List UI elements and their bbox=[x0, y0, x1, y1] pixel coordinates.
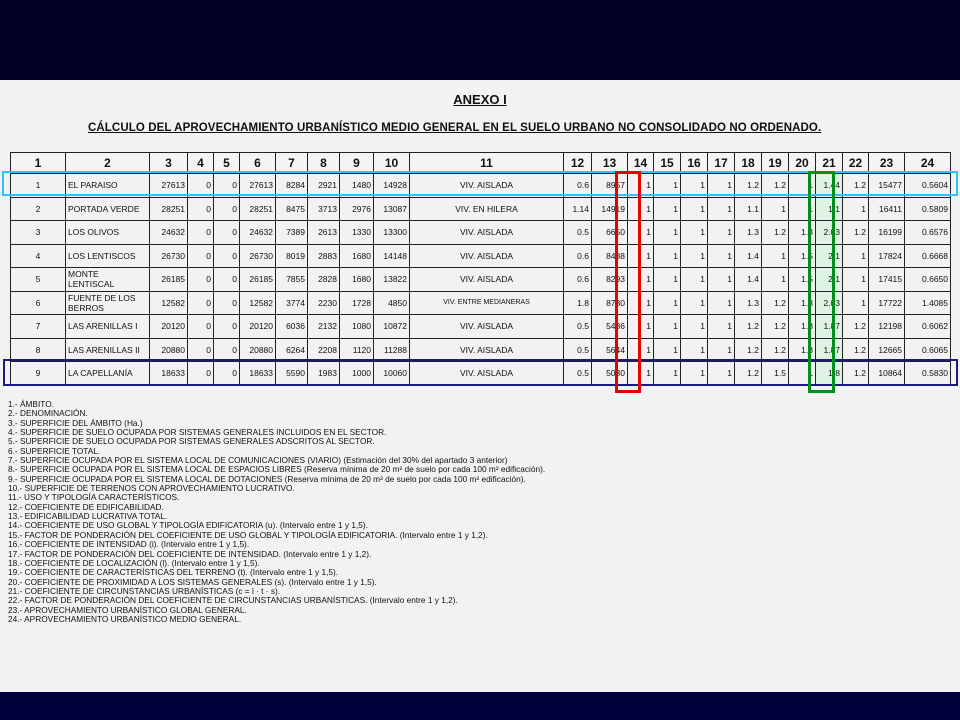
table-cell: 1 bbox=[681, 197, 708, 221]
table-cell: 1 bbox=[628, 174, 654, 198]
table-cell: 2.03 bbox=[816, 291, 843, 315]
highlight-column-14-frame bbox=[615, 171, 641, 393]
column-header-20: 20 bbox=[789, 153, 816, 174]
table-cell: 1 bbox=[708, 291, 735, 315]
column-header-13: 13 bbox=[592, 153, 628, 174]
table-cell: 1 bbox=[708, 315, 735, 339]
table-cell: 0.6576 bbox=[905, 221, 951, 245]
table-cell: 1 bbox=[681, 244, 708, 268]
table-cell: 1.8 bbox=[816, 362, 843, 386]
table-cell: 12582 bbox=[240, 291, 276, 315]
table-cell: 1.14 bbox=[564, 197, 592, 221]
table-cell: 0.6 bbox=[564, 174, 592, 198]
table-cell: 24632 bbox=[150, 221, 188, 245]
table-cell: 5644 bbox=[592, 338, 628, 362]
table-cell: 1.2 bbox=[735, 338, 762, 362]
table-cell: 1 bbox=[681, 315, 708, 339]
table-cell: 0 bbox=[188, 362, 214, 386]
table-cell: 1 bbox=[628, 221, 654, 245]
table-cell: 5590 bbox=[276, 362, 308, 386]
table-cell: 1 bbox=[681, 221, 708, 245]
table-cell: 1 bbox=[762, 244, 789, 268]
table-cell: 3774 bbox=[276, 291, 308, 315]
table-cell: 2976 bbox=[340, 197, 374, 221]
table-cell: 2613 bbox=[308, 221, 340, 245]
table-cell: 1 bbox=[708, 221, 735, 245]
column-header-7: 7 bbox=[276, 153, 308, 174]
table-cell: LOS OLIVOS bbox=[66, 221, 150, 245]
table-cell: 27613 bbox=[150, 174, 188, 198]
table-cell: 24632 bbox=[240, 221, 276, 245]
table-cell: VIV. AISLADA bbox=[410, 221, 564, 245]
table-cell: 1 bbox=[654, 315, 681, 339]
table-cell: 1983 bbox=[308, 362, 340, 386]
table-cell: 1 bbox=[628, 244, 654, 268]
table-cell: 1.3 bbox=[789, 338, 816, 362]
table-cell: 10060 bbox=[374, 362, 410, 386]
table-cell: 1680 bbox=[340, 268, 374, 292]
table-cell: 2 bbox=[11, 197, 66, 221]
table-cell: 1 bbox=[843, 291, 869, 315]
table-cell: 1.2 bbox=[762, 315, 789, 339]
table-cell: 0.5 bbox=[564, 362, 592, 386]
table-cell: 1 bbox=[628, 338, 654, 362]
table-cell: 1 bbox=[789, 174, 816, 198]
table-cell: PORTADA VERDE bbox=[66, 197, 150, 221]
table-cell: 1.1 bbox=[816, 197, 843, 221]
column-header-15: 15 bbox=[654, 153, 681, 174]
table-cell: 1 bbox=[654, 221, 681, 245]
table-cell: 8019 bbox=[276, 244, 308, 268]
table-cell: 0.5 bbox=[564, 338, 592, 362]
table-cell: 0.5830 bbox=[905, 362, 951, 386]
table-cell: 26185 bbox=[240, 268, 276, 292]
table-cell: 17415 bbox=[869, 268, 905, 292]
legend-item: 11.- USO Y TIPOLOGÍA CARACTERÍSTICOS. bbox=[8, 492, 180, 503]
legend-item: 20.- COEFICIENTE DE PROXIMIDAD A LOS SISTEMAS GENERALES (s). (Intervalo entre 1 y 1,5). bbox=[8, 576, 377, 587]
table-cell: 1.3 bbox=[735, 291, 762, 315]
table-cell: 0.5 bbox=[564, 221, 592, 245]
table-cell: 8730 bbox=[592, 291, 628, 315]
table-cell: 1 bbox=[789, 197, 816, 221]
table-cell: 0.6 bbox=[564, 268, 592, 292]
legend-item: 1.- ÁMBITO. bbox=[8, 399, 54, 409]
table-cell: 6264 bbox=[276, 338, 308, 362]
column-header-17: 17 bbox=[708, 153, 735, 174]
table-cell: 2132 bbox=[308, 315, 340, 339]
table-cell: 1.2 bbox=[762, 174, 789, 198]
table-cell: 1 bbox=[654, 197, 681, 221]
table-cell: 1 bbox=[843, 244, 869, 268]
table-cell: VIV. EN HILERA bbox=[410, 197, 564, 221]
table-cell: 0 bbox=[188, 338, 214, 362]
column-header-23: 23 bbox=[869, 153, 905, 174]
table-cell: 28251 bbox=[240, 197, 276, 221]
table-cell: 1.87 bbox=[816, 315, 843, 339]
table-cell: 0 bbox=[188, 244, 214, 268]
legend-item: 23.- APROVECHAMIENTO URBANÍSTICO GLOBAL GENERAL. bbox=[8, 604, 247, 615]
table-cell: 0 bbox=[214, 244, 240, 268]
column-header-1: 1 bbox=[11, 153, 66, 174]
column-header-18: 18 bbox=[735, 153, 762, 174]
table-cell: 15477 bbox=[869, 174, 905, 198]
table-cell: 20880 bbox=[150, 338, 188, 362]
table-cell: 1.5 bbox=[789, 268, 816, 292]
document-title: ANEXO I bbox=[453, 92, 507, 107]
table-cell: 2230 bbox=[308, 291, 340, 315]
column-header-6: 6 bbox=[240, 153, 276, 174]
column-header-2: 2 bbox=[66, 153, 150, 174]
table-cell: FUENTE DE LOS BERROS bbox=[66, 291, 150, 315]
table-cell: 0 bbox=[214, 221, 240, 245]
table-cell: 18633 bbox=[150, 362, 188, 386]
legend-item: 13.- EDIFICABILIDAD LUCRATIVA TOTAL. bbox=[8, 511, 168, 522]
table-cell: 5030 bbox=[592, 362, 628, 386]
table-cell: 1080 bbox=[340, 315, 374, 339]
table-cell: 0 bbox=[188, 197, 214, 221]
table-cell: 1 bbox=[681, 174, 708, 198]
table-cell: 1120 bbox=[340, 338, 374, 362]
table-cell: 7855 bbox=[276, 268, 308, 292]
table-cell: 26730 bbox=[240, 244, 276, 268]
table-cell: 1 bbox=[708, 197, 735, 221]
legend-item: 10.- SUPERFICIE DE TERRENOS CON APROVECHAMIENTO LUCRATIVO. bbox=[8, 483, 295, 494]
table-cell: 8 bbox=[11, 338, 66, 362]
table-cell: 1.3 bbox=[789, 221, 816, 245]
table-cell: 0 bbox=[188, 315, 214, 339]
table-cell: 1 bbox=[681, 362, 708, 386]
legend-item: 6.- SUPERFICIE TOTAL. bbox=[8, 445, 101, 456]
table-cell: 1.2 bbox=[735, 362, 762, 386]
table-cell: VIV. AISLADA bbox=[410, 315, 564, 339]
table-cell: 11288 bbox=[374, 338, 410, 362]
table-cell: VIV. AISLADA bbox=[410, 338, 564, 362]
table-cell: 1.2 bbox=[735, 174, 762, 198]
table-cell: 0 bbox=[214, 174, 240, 198]
table-cell: 1.2 bbox=[843, 315, 869, 339]
table-cell: MONTE LENTISCAL bbox=[66, 268, 150, 292]
table-cell: 4 bbox=[11, 244, 66, 268]
column-header-21: 21 bbox=[816, 153, 843, 174]
table-cell: 1 bbox=[628, 268, 654, 292]
legend-item: 4.- SUPERFICIE DE SUELO OCUPADA POR SISTEMAS GENERALES INCLUIDOS EN EL SECTOR. bbox=[8, 427, 387, 438]
table-cell: 1000 bbox=[340, 362, 374, 386]
table-cell: 6 bbox=[11, 291, 66, 315]
table-cell: 1480 bbox=[340, 174, 374, 198]
table-cell: 2883 bbox=[308, 244, 340, 268]
table-cell: 0 bbox=[214, 362, 240, 386]
table-cell: 12665 bbox=[869, 338, 905, 362]
table-cell: 1.3 bbox=[735, 221, 762, 245]
table-cell: 17722 bbox=[869, 291, 905, 315]
table-cell: LAS ARENILLAS I bbox=[66, 315, 150, 339]
table-cell: 20120 bbox=[240, 315, 276, 339]
table-cell: 1 bbox=[628, 291, 654, 315]
table-cell: 1.2 bbox=[843, 362, 869, 386]
column-header-3: 3 bbox=[150, 153, 188, 174]
table-cell: 1728 bbox=[340, 291, 374, 315]
table-cell: 1 bbox=[628, 315, 654, 339]
table-cell: 1 bbox=[628, 362, 654, 386]
table-cell: 1.4 bbox=[735, 268, 762, 292]
table-cell: 0.5 bbox=[564, 315, 592, 339]
table-cell: 1.4 bbox=[735, 244, 762, 268]
table-cell: 0.6650 bbox=[905, 268, 951, 292]
legend-item: 7.- SUPERFICIE OCUPADA POR EL SISTEMA LOCAL DE COMUNICACIONES (VIARIO) (Estimación del 30% del apartado 3 anterior) bbox=[8, 455, 508, 466]
table-cell: 17824 bbox=[869, 244, 905, 268]
column-header-16: 16 bbox=[681, 153, 708, 174]
table-cell: 20120 bbox=[150, 315, 188, 339]
table-cell: 0 bbox=[188, 221, 214, 245]
table-cell: 6650 bbox=[592, 221, 628, 245]
table-cell: VIV. AISLADA bbox=[410, 268, 564, 292]
table-cell: 8475 bbox=[276, 197, 308, 221]
table-cell: 1.2 bbox=[735, 315, 762, 339]
legend-item: 3.- SUPERFICIE DEL ÁMBITO (Ha.) bbox=[8, 417, 143, 428]
legend-item: 21.- COEFICIENTE DE CIRCUNSTANCIAS URBANÍSTICAS (c = l · t · s). bbox=[8, 585, 281, 596]
table-cell: 12198 bbox=[869, 315, 905, 339]
table-cell: 26185 bbox=[150, 268, 188, 292]
table-cell: 2921 bbox=[308, 174, 340, 198]
table-cell: 1 bbox=[654, 268, 681, 292]
table-cell: 14928 bbox=[374, 174, 410, 198]
table-cell: 0 bbox=[214, 268, 240, 292]
legend-item: 2.- DENOMINACIÓN. bbox=[8, 408, 88, 419]
table-cell: 1 bbox=[654, 338, 681, 362]
table-cell: 2828 bbox=[308, 268, 340, 292]
table-cell: LAS ARENILLAS II bbox=[66, 338, 150, 362]
table-cell: LA CAPELLANÍA bbox=[66, 362, 150, 386]
table-cell: 1330 bbox=[340, 221, 374, 245]
table-cell: 1.2 bbox=[762, 338, 789, 362]
table-cell: 1 bbox=[789, 362, 816, 386]
table-cell: 4850 bbox=[374, 291, 410, 315]
legend-item: 15.- FACTOR DE PONDERACIÓN DEL COEFICIENTE DE USO GLOBAL Y TIPOLOGÍA EDIFICATORIA. (Intervalo entre 1 y 1,2). bbox=[8, 529, 488, 540]
table-cell: 1 bbox=[708, 268, 735, 292]
table-cell: 7 bbox=[11, 315, 66, 339]
table-cell: EL PARAISO bbox=[66, 174, 150, 198]
column-header-10: 10 bbox=[374, 153, 410, 174]
legend-item: 22.- FACTOR DE PONDERACIÓN DEL COEFICIENTE DE CIRCUNSTANCIAS URBANÍSTICAS. (Intervalo entre 1 y 1,2). bbox=[8, 595, 458, 606]
table-cell: 1 bbox=[843, 197, 869, 221]
legend-item: 9.- SUPERFICIE OCUPADA POR EL SISTEMA LOCAL DE DOTACIONES (Reserva mínima de 20 m² de suelo por cada 100 m² edificación). bbox=[8, 473, 526, 484]
table-cell: 0.5604 bbox=[905, 174, 951, 198]
table-cell: 0 bbox=[214, 291, 240, 315]
column-header-5: 5 bbox=[214, 153, 240, 174]
legend-item: 24.- APROVECHAMIENTO URBANÍSTICO MEDIO GENERAL. bbox=[8, 613, 242, 624]
table-cell: 2.1 bbox=[816, 268, 843, 292]
column-header-24: 24 bbox=[905, 153, 951, 174]
column-header-12: 12 bbox=[564, 153, 592, 174]
legend-item: 19.- COEFICIENTE DE CARACTERÍSTICAS DEL TERRENO (t). (Intervalo entre 1 y 1,5). bbox=[8, 567, 339, 578]
legend-item: 17.- FACTOR DE PONDERACIÓN DEL COEFICIENTE DE INTENSIDAD. (Intervalo entre 1 y 1,2). bbox=[8, 548, 372, 559]
column-header-11: 11 bbox=[410, 153, 564, 174]
table-cell: 1.87 bbox=[816, 338, 843, 362]
table-cell: 1.2 bbox=[843, 338, 869, 362]
table-cell: 1.4085 bbox=[905, 291, 951, 315]
table-cell: 1 bbox=[628, 197, 654, 221]
table-cell: 0 bbox=[214, 315, 240, 339]
table-cell: 1.5 bbox=[789, 244, 816, 268]
table-cell: 1 bbox=[11, 174, 66, 198]
table-cell: 5436 bbox=[592, 315, 628, 339]
table-cell: 1 bbox=[654, 174, 681, 198]
table-cell: 1.2 bbox=[843, 174, 869, 198]
column-header-19: 19 bbox=[762, 153, 789, 174]
table-cell: 13822 bbox=[374, 268, 410, 292]
legend-item: 5.- SUPERFICIE DE SUELO OCUPADA POR SISTEMAS GENERALES ADSCRITOS AL SECTOR. bbox=[8, 436, 375, 447]
column-header-4: 4 bbox=[188, 153, 214, 174]
table-cell: VIV. AISLADA bbox=[410, 244, 564, 268]
table-cell: 5 bbox=[11, 268, 66, 292]
table-cell: 8957 bbox=[592, 174, 628, 198]
table-cell: 1.3 bbox=[789, 315, 816, 339]
column-header-9: 9 bbox=[340, 153, 374, 174]
table-cell: 1.2 bbox=[762, 291, 789, 315]
column-header-8: 8 bbox=[308, 153, 340, 174]
table-cell: 2.03 bbox=[816, 221, 843, 245]
legend-item: 14.- COEFICIENTE DE USO GLOBAL Y TIPOLOGÍA EDIFICATORIA (u). (Intervalo entre 1 y 1,5). bbox=[8, 520, 368, 531]
table-cell: 1 bbox=[708, 174, 735, 198]
table-cell: 3 bbox=[11, 221, 66, 245]
table-cell: 0.6062 bbox=[905, 315, 951, 339]
table-cell: 1 bbox=[708, 244, 735, 268]
table-cell: 0.6065 bbox=[905, 338, 951, 362]
table-cell: VIV. AISLADA bbox=[410, 362, 564, 386]
column-header-22: 22 bbox=[843, 153, 869, 174]
table-cell: 1.1 bbox=[735, 197, 762, 221]
table-cell: 0 bbox=[188, 268, 214, 292]
table-cell: 1 bbox=[843, 268, 869, 292]
highlight-column-21-frame bbox=[808, 171, 835, 393]
column-legend bbox=[8, 400, 948, 624]
table-cell: 8284 bbox=[276, 174, 308, 198]
table-cell: 28251 bbox=[150, 197, 188, 221]
table-cell: 1 bbox=[681, 268, 708, 292]
document-subtitle: CÁLCULO DEL APROVECHAMIENTO URBANÍSTICO MEDIO GENERAL EN EL SUELO URBANO NO CONSOLIDADO NO ORDENADO. bbox=[88, 122, 822, 134]
table-cell: 1680 bbox=[340, 244, 374, 268]
table-cell: 1 bbox=[681, 291, 708, 315]
table-cell: 1 bbox=[762, 197, 789, 221]
table-cell: 0 bbox=[188, 291, 214, 315]
table-cell: 6036 bbox=[276, 315, 308, 339]
table-cell: 16199 bbox=[869, 221, 905, 245]
table-cell: 1 bbox=[708, 338, 735, 362]
table-cell: 1 bbox=[654, 291, 681, 315]
table-cell: 1 bbox=[762, 268, 789, 292]
table-cell: VIV. ENTRE MEDIANERAS bbox=[410, 291, 564, 315]
table-cell: 26730 bbox=[150, 244, 188, 268]
table-cell: 13087 bbox=[374, 197, 410, 221]
column-header-14: 14 bbox=[628, 153, 654, 174]
table-cell: 0 bbox=[214, 197, 240, 221]
table-cell: 10864 bbox=[869, 362, 905, 386]
legend-item: 8.- SUPERFICIE OCUPADA POR EL SISTEMA LOCAL DE ESPACIOS LIBRES (Reserva mínima de 20 m² de suelo por cada 100 m² edificación). bbox=[8, 464, 546, 475]
table-cell: 13300 bbox=[374, 221, 410, 245]
table-cell: 0.6668 bbox=[905, 244, 951, 268]
table-cell: 18633 bbox=[240, 362, 276, 386]
table-cell: 27613 bbox=[240, 174, 276, 198]
table-cell: 8293 bbox=[592, 268, 628, 292]
legend-item: 18.- COEFICIENTE DE LOCALIZACIÓN (l). (Intervalo entre 1 y 1,5). bbox=[8, 557, 260, 568]
table-cell: 14919 bbox=[592, 197, 628, 221]
table-cell: VIV. AISLADA bbox=[410, 174, 564, 198]
table-cell: 0.5809 bbox=[905, 197, 951, 221]
table-cell: 2208 bbox=[308, 338, 340, 362]
table-cell: 9 bbox=[11, 362, 66, 386]
table-cell: 1.2 bbox=[762, 221, 789, 245]
legend-item: 16.- COEFICIENTE DE INTENSIDAD (i). (Intervalo entre 1 y 1,5). bbox=[8, 539, 250, 550]
table-cell: 1.2 bbox=[843, 221, 869, 245]
table-cell: 1 bbox=[654, 244, 681, 268]
table-cell: 14148 bbox=[374, 244, 410, 268]
table-cell: LOS LENTISCOS bbox=[66, 244, 150, 268]
table-cell: 0.6 bbox=[564, 244, 592, 268]
table-cell: 10872 bbox=[374, 315, 410, 339]
table-cell: 1.5 bbox=[762, 362, 789, 386]
table-cell: 1 bbox=[654, 362, 681, 386]
table-cell: 7389 bbox=[276, 221, 308, 245]
table-cell: 0 bbox=[188, 174, 214, 198]
table-cell: 1.44 bbox=[816, 174, 843, 198]
table-cell: 2.1 bbox=[816, 244, 843, 268]
legend-item: 12.- COEFICIENTE DE EDIFICABILIDAD. bbox=[8, 501, 164, 512]
table-cell: 1 bbox=[681, 338, 708, 362]
table-cell: 1.3 bbox=[789, 291, 816, 315]
table-cell: 1 bbox=[708, 362, 735, 386]
table-cell: 8488 bbox=[592, 244, 628, 268]
table-cell: 20880 bbox=[240, 338, 276, 362]
table-cell: 0 bbox=[214, 338, 240, 362]
table-cell: 1.8 bbox=[564, 291, 592, 315]
table-cell: 16411 bbox=[869, 197, 905, 221]
table-cell: 3713 bbox=[308, 197, 340, 221]
table-cell: 12582 bbox=[150, 291, 188, 315]
